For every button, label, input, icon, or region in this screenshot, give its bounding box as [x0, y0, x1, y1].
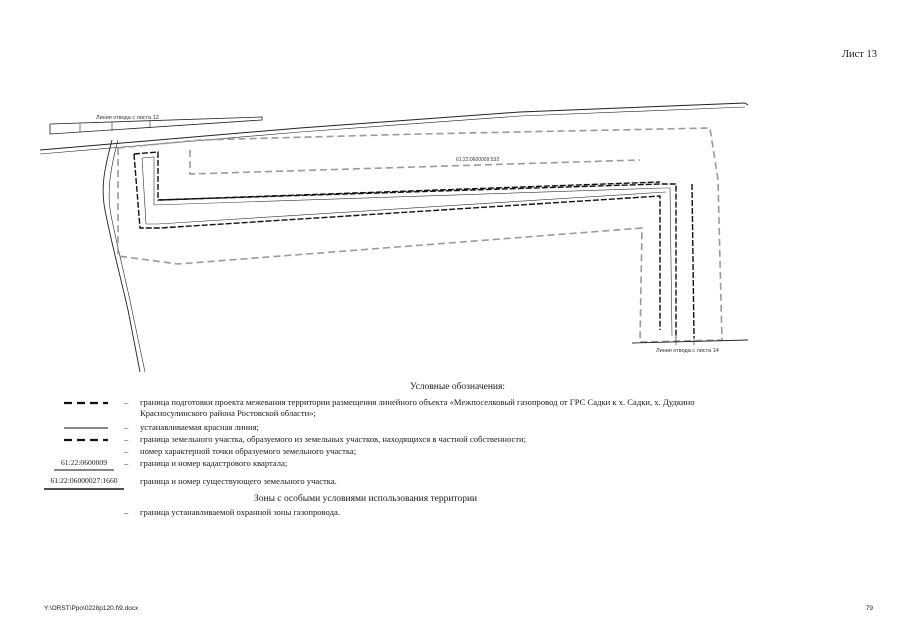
legend-text: граница и номер кадастрового квартала; — [140, 458, 288, 468]
legend-title: Условные обозначения: — [410, 382, 506, 392]
legend-text: граница устанавливаемой охранной зоны газопровода. — [140, 507, 340, 517]
legend-symbol-quarter — [38, 458, 130, 470]
legend-parcel-label: 61:22:06000027:1660 — [50, 476, 118, 485]
legend-dash: – — [124, 458, 129, 468]
legend-text: граница подготовки проекта межевания территории размещения линейного объекта «Межпоселковый газопровод от ГРС Садки к х. Садки, х. Дудкино Красносулинского района Ростовской области»; — [140, 397, 695, 418]
project-boundary — [134, 152, 694, 338]
legend-dash: – — [124, 422, 129, 432]
legend-dash: – — [124, 446, 129, 456]
legend-dash: – — [124, 397, 129, 407]
legend-zones-title: Зоны с особыми условиями использования территории — [254, 494, 478, 504]
quarter-number-label: 61:22:0600009:532 — [456, 157, 500, 163]
legend-dash: – — [124, 434, 129, 444]
label-line-sheet-14: Линия отвода с листа 14 — [656, 348, 719, 354]
legend-quarter-label: 61:22:0600009 — [61, 458, 107, 467]
legend-text: граница земельного участка, образуемого из земельных участков, находящихся в частной собственности; — [140, 434, 527, 444]
legend-dash: – — [124, 507, 129, 517]
legend-text: номер характерной точки образуемого земельного участка; — [140, 446, 357, 456]
legend-symbol-parcel — [38, 476, 130, 488]
road-lines — [40, 103, 748, 154]
legend-symbol-dashed-2 — [38, 434, 130, 446]
legend-text: устанавливаемая красная линия; — [140, 422, 259, 432]
left-boundary-curves — [103, 140, 145, 372]
label-line-sheet-12: Линия отвода с листа 12 — [96, 115, 159, 121]
legend-symbol-solid — [38, 422, 130, 434]
footer-page-number: 79 — [865, 605, 873, 612]
legend-symbol-dashed — [38, 397, 130, 409]
protection-zone-boundary — [118, 128, 722, 342]
footer-file-path: Y:\ORST\Ppo\0228p120.f\9.docx — [44, 605, 139, 612]
sheet-number: Лист 13 — [841, 49, 877, 60]
legend-text: граница и номер существующего земельного участка. — [140, 476, 337, 486]
